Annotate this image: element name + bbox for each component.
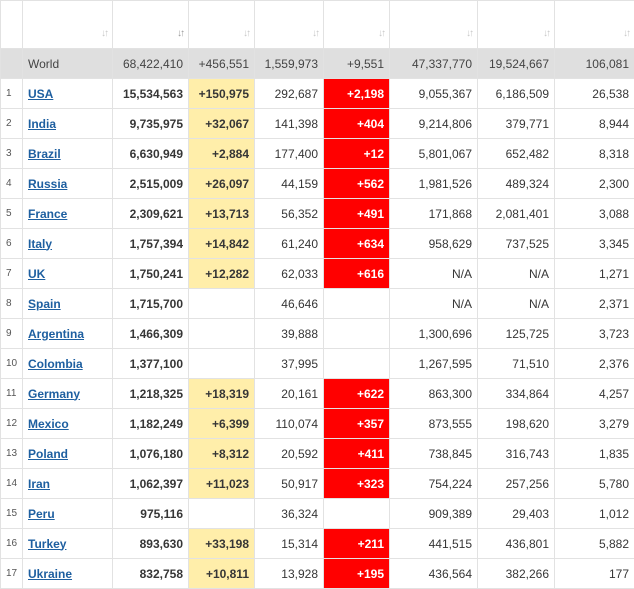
- new-cases-cell: +10,811: [189, 559, 255, 589]
- total-recovered-cell: 5,801,067: [390, 139, 478, 169]
- row-index: 8: [1, 289, 23, 319]
- new-deaths-cell: +12: [324, 139, 390, 169]
- country-cell: [23, 469, 113, 499]
- serious-critical-cell: 2,371: [555, 289, 634, 319]
- column-header-total-deaths[interactable]: [255, 1, 324, 49]
- column-header-label: Total Deaths: [260, 8, 318, 40]
- country-link[interactable]: Poland: [28, 447, 68, 461]
- column-header-label: Serious, Critical: [560, 8, 629, 40]
- country-link[interactable]: France: [28, 207, 67, 221]
- total-deaths-cell: 13,928: [255, 559, 324, 589]
- active-cases-cell: 6,186,509: [478, 79, 555, 109]
- column-header-label: New Cases: [194, 8, 249, 40]
- total-deaths-cell: 177,400: [255, 139, 324, 169]
- active-cases-cell: 125,725: [478, 319, 555, 349]
- total-cases-cell: 832,758: [113, 559, 189, 589]
- table-row: [1, 109, 634, 139]
- sort-arrows-icon[interactable]: ↓↑: [623, 28, 629, 39]
- new-deaths-cell: +9,551: [324, 49, 390, 79]
- total-deaths-cell: 46,646: [255, 289, 324, 319]
- table-row: [1, 439, 634, 469]
- country-cell: [23, 289, 113, 319]
- total-deaths-cell: 36,324: [255, 499, 324, 529]
- new-deaths-cell: [324, 349, 390, 379]
- total-recovered-cell: 436,564: [390, 559, 478, 589]
- column-header-label: Total Cases: [118, 8, 183, 40]
- row-index: 12: [1, 409, 23, 439]
- country-cell: [23, 559, 113, 589]
- row-index: 7: [1, 259, 23, 289]
- active-cases-cell: 382,266: [478, 559, 555, 589]
- sort-arrows-icon[interactable]: ↓↑: [543, 28, 549, 39]
- serious-critical-cell: 3,345: [555, 229, 634, 259]
- column-header-new-cases[interactable]: [189, 1, 255, 49]
- new-cases-cell: [189, 289, 255, 319]
- active-cases-cell: 652,482: [478, 139, 555, 169]
- sort-arrows-icon[interactable]: ↓↑: [378, 28, 384, 39]
- total-cases-cell: 68,422,410: [113, 49, 189, 79]
- new-deaths-cell: +411: [324, 439, 390, 469]
- new-cases-cell: +6,399: [189, 409, 255, 439]
- total-cases-cell: 1,715,700: [113, 289, 189, 319]
- table-row: [1, 499, 634, 529]
- serious-critical-cell: 3,088: [555, 199, 634, 229]
- total-deaths-cell: 20,592: [255, 439, 324, 469]
- country-cell: [23, 109, 113, 139]
- row-index: 5: [1, 199, 23, 229]
- total-deaths-cell: 20,161: [255, 379, 324, 409]
- country-cell: [23, 169, 113, 199]
- total-deaths-cell: 62,033: [255, 259, 324, 289]
- new-cases-cell: +150,975: [189, 79, 255, 109]
- active-cases-cell: 257,256: [478, 469, 555, 499]
- country-cell: [23, 439, 113, 469]
- row-index: 4: [1, 169, 23, 199]
- total-cases-cell: 1,757,394: [113, 229, 189, 259]
- country-link[interactable]: Mexico: [28, 417, 69, 431]
- column-header-active-cases[interactable]: [478, 1, 555, 49]
- total-recovered-cell: 1,300,696: [390, 319, 478, 349]
- country-link[interactable]: USA: [28, 87, 53, 101]
- total-recovered-cell: 171,868: [390, 199, 478, 229]
- new-deaths-cell: +491: [324, 199, 390, 229]
- active-cases-cell: 379,771: [478, 109, 555, 139]
- total-deaths-cell: 1,559,973: [255, 49, 324, 79]
- country-cell: [23, 229, 113, 259]
- header-row: [1, 1, 634, 49]
- total-deaths-cell: 50,917: [255, 469, 324, 499]
- active-cases-cell: N/A: [478, 289, 555, 319]
- total-cases-cell: 893,630: [113, 529, 189, 559]
- total-recovered-cell: 9,214,806: [390, 109, 478, 139]
- total-deaths-cell: 141,398: [255, 109, 324, 139]
- serious-critical-cell: 8,318: [555, 139, 634, 169]
- serious-critical-cell: 1,271: [555, 259, 634, 289]
- country-link[interactable]: India: [28, 117, 56, 131]
- total-recovered-cell: 909,389: [390, 499, 478, 529]
- total-cases-cell: 1,182,249: [113, 409, 189, 439]
- table-body: [1, 49, 634, 589]
- serious-critical-cell: 26,538: [555, 79, 634, 109]
- total-recovered-cell: 863,300: [390, 379, 478, 409]
- country-link[interactable]: Russia: [28, 177, 67, 191]
- country-cell: [23, 319, 113, 349]
- country-link[interactable]: Argentina: [28, 327, 84, 341]
- country-cell: [23, 199, 113, 229]
- active-cases-cell: 71,510: [478, 349, 555, 379]
- country-link[interactable]: Colombia: [28, 357, 83, 371]
- total-deaths-cell: 15,314: [255, 529, 324, 559]
- total-recovered-cell: 754,224: [390, 469, 478, 499]
- new-deaths-cell: [324, 499, 390, 529]
- total-recovered-cell: 958,629: [390, 229, 478, 259]
- column-header-serious-critical[interactable]: [555, 1, 634, 49]
- total-recovered-cell: 441,515: [390, 529, 478, 559]
- serious-critical-cell: 5,882: [555, 529, 634, 559]
- new-deaths-cell: +357: [324, 409, 390, 439]
- country-cell: World: [23, 49, 113, 79]
- column-header-label: #: [6, 8, 17, 40]
- row-index: 14: [1, 469, 23, 499]
- new-cases-cell: +33,198: [189, 529, 255, 559]
- country-link[interactable]: Turkey: [28, 537, 66, 551]
- table-row: [1, 199, 634, 229]
- sort-arrows-icon[interactable]: ↓↑: [101, 28, 107, 39]
- country-link[interactable]: UK: [28, 267, 45, 281]
- total-recovered-cell: N/A: [390, 289, 478, 319]
- row-index: 13: [1, 439, 23, 469]
- new-cases-cell: +456,551: [189, 49, 255, 79]
- active-cases-cell: 436,801: [478, 529, 555, 559]
- row-index: [1, 49, 23, 79]
- row-index: 16: [1, 529, 23, 559]
- total-cases-cell: 2,309,621: [113, 199, 189, 229]
- country-cell: [23, 79, 113, 109]
- sort-arrows-icon[interactable]: ↓↑: [243, 28, 249, 39]
- country-cell: [23, 529, 113, 559]
- table-row: [1, 259, 634, 289]
- serious-critical-cell: 106,081: [555, 49, 634, 79]
- total-deaths-cell: 44,159: [255, 169, 324, 199]
- country-link[interactable]: Iran: [28, 477, 50, 491]
- new-cases-cell: [189, 499, 255, 529]
- country-link[interactable]: Germany: [28, 387, 80, 401]
- total-recovered-cell: 9,055,367: [390, 79, 478, 109]
- new-deaths-cell: +2,198: [324, 79, 390, 109]
- row-index: 17: [1, 559, 23, 589]
- serious-critical-cell: 1,835: [555, 439, 634, 469]
- new-deaths-cell: +562: [324, 169, 390, 199]
- total-deaths-cell: 110,074: [255, 409, 324, 439]
- serious-critical-cell: 4,257: [555, 379, 634, 409]
- table-row: [1, 169, 634, 199]
- table-row: [1, 289, 634, 319]
- country-link[interactable]: Brazil: [28, 147, 61, 161]
- total-deaths-cell: 39,888: [255, 319, 324, 349]
- new-cases-cell: +18,319: [189, 379, 255, 409]
- serious-critical-cell: 3,723: [555, 319, 634, 349]
- column-header-label: Country, Other: [28, 8, 107, 40]
- new-cases-cell: +13,713: [189, 199, 255, 229]
- new-cases-cell: +12,282: [189, 259, 255, 289]
- new-deaths-cell: [324, 319, 390, 349]
- total-cases-cell: 975,116: [113, 499, 189, 529]
- table-row: [1, 379, 634, 409]
- table-row: [1, 529, 634, 559]
- table-row: [1, 469, 634, 499]
- world-row: [1, 49, 634, 79]
- new-deaths-cell: +634: [324, 229, 390, 259]
- table-row: [1, 319, 634, 349]
- row-index: 9: [1, 319, 23, 349]
- total-cases-cell: 1,377,100: [113, 349, 189, 379]
- total-cases-cell: 1,466,309: [113, 319, 189, 349]
- row-index: 10: [1, 349, 23, 379]
- country-cell: [23, 409, 113, 439]
- active-cases-cell: 19,524,667: [478, 49, 555, 79]
- new-deaths-cell: +404: [324, 109, 390, 139]
- country-cell: [23, 349, 113, 379]
- column-header-label: Active Cases: [483, 8, 549, 40]
- new-deaths-cell: +616: [324, 259, 390, 289]
- total-cases-cell: 2,515,009: [113, 169, 189, 199]
- total-cases-cell: 6,630,949: [113, 139, 189, 169]
- active-cases-cell: N/A: [478, 259, 555, 289]
- total-cases-cell: 15,534,563: [113, 79, 189, 109]
- serious-critical-cell: 1,012: [555, 499, 634, 529]
- serious-critical-cell: 2,376: [555, 349, 634, 379]
- new-deaths-cell: +622: [324, 379, 390, 409]
- sort-arrows-icon[interactable]: ↓↑: [177, 28, 183, 39]
- new-cases-cell: +2,884: [189, 139, 255, 169]
- serious-critical-cell: 5,780: [555, 469, 634, 499]
- row-index: 1: [1, 79, 23, 109]
- table-row: [1, 559, 634, 589]
- total-cases-cell: 1,750,241: [113, 259, 189, 289]
- country-cell: [23, 379, 113, 409]
- serious-critical-cell: 177: [555, 559, 634, 589]
- total-cases-cell: 1,062,397: [113, 469, 189, 499]
- table-row: [1, 409, 634, 439]
- row-index: 11: [1, 379, 23, 409]
- serious-critical-cell: 3,279: [555, 409, 634, 439]
- new-cases-cell: +11,023: [189, 469, 255, 499]
- column-header-new-deaths[interactable]: [324, 1, 390, 49]
- sort-arrows-icon[interactable]: ↓↑: [312, 28, 318, 39]
- column-header-total-cases[interactable]: [113, 1, 189, 49]
- active-cases-cell: 29,403: [478, 499, 555, 529]
- new-cases-cell: [189, 349, 255, 379]
- table-row: [1, 79, 634, 109]
- active-cases-cell: 316,743: [478, 439, 555, 469]
- country-cell: [23, 499, 113, 529]
- total-recovered-cell: N/A: [390, 259, 478, 289]
- new-deaths-cell: +323: [324, 469, 390, 499]
- active-cases-cell: 737,525: [478, 229, 555, 259]
- country-link[interactable]: Italy: [28, 237, 52, 251]
- total-deaths-cell: 56,352: [255, 199, 324, 229]
- new-deaths-cell: +211: [324, 529, 390, 559]
- total-deaths-cell: 37,995: [255, 349, 324, 379]
- active-cases-cell: 334,864: [478, 379, 555, 409]
- column-header-index: [1, 1, 23, 49]
- serious-critical-cell: 2,300: [555, 169, 634, 199]
- new-deaths-cell: [324, 289, 390, 319]
- total-deaths-cell: 292,687: [255, 79, 324, 109]
- country-link[interactable]: Peru: [28, 507, 55, 521]
- total-recovered-cell: 1,981,526: [390, 169, 478, 199]
- new-deaths-cell: +195: [324, 559, 390, 589]
- new-cases-cell: [189, 319, 255, 349]
- row-index: 3: [1, 139, 23, 169]
- new-cases-cell: +32,067: [189, 109, 255, 139]
- active-cases-cell: 2,081,401: [478, 199, 555, 229]
- sort-arrows-icon[interactable]: ↓↑: [466, 28, 472, 39]
- country-cell: [23, 259, 113, 289]
- column-header-total-recovered[interactable]: [390, 1, 478, 49]
- total-cases-cell: 1,218,325: [113, 379, 189, 409]
- country-link[interactable]: Ukraine: [28, 567, 72, 581]
- table-row: [1, 229, 634, 259]
- total-deaths-cell: 61,240: [255, 229, 324, 259]
- row-index: 15: [1, 499, 23, 529]
- total-recovered-cell: 873,555: [390, 409, 478, 439]
- new-cases-cell: +26,097: [189, 169, 255, 199]
- total-cases-cell: 1,076,180: [113, 439, 189, 469]
- country-cell: [23, 139, 113, 169]
- table-row: [1, 349, 634, 379]
- total-recovered-cell: 1,267,595: [390, 349, 478, 379]
- country-link[interactable]: Spain: [28, 297, 61, 311]
- total-recovered-cell: 738,845: [390, 439, 478, 469]
- row-index: 2: [1, 109, 23, 139]
- column-header-label: Total Recovered: [395, 8, 472, 40]
- row-index: 6: [1, 229, 23, 259]
- active-cases-cell: 198,620: [478, 409, 555, 439]
- new-cases-cell: +8,312: [189, 439, 255, 469]
- serious-critical-cell: 8,944: [555, 109, 634, 139]
- new-cases-cell: +14,842: [189, 229, 255, 259]
- column-header-label: New Deaths: [329, 8, 384, 40]
- column-header-country[interactable]: [23, 1, 113, 49]
- table-row: [1, 139, 634, 169]
- total-recovered-cell: 47,337,770: [390, 49, 478, 79]
- active-cases-cell: 489,324: [478, 169, 555, 199]
- total-cases-cell: 9,735,975: [113, 109, 189, 139]
